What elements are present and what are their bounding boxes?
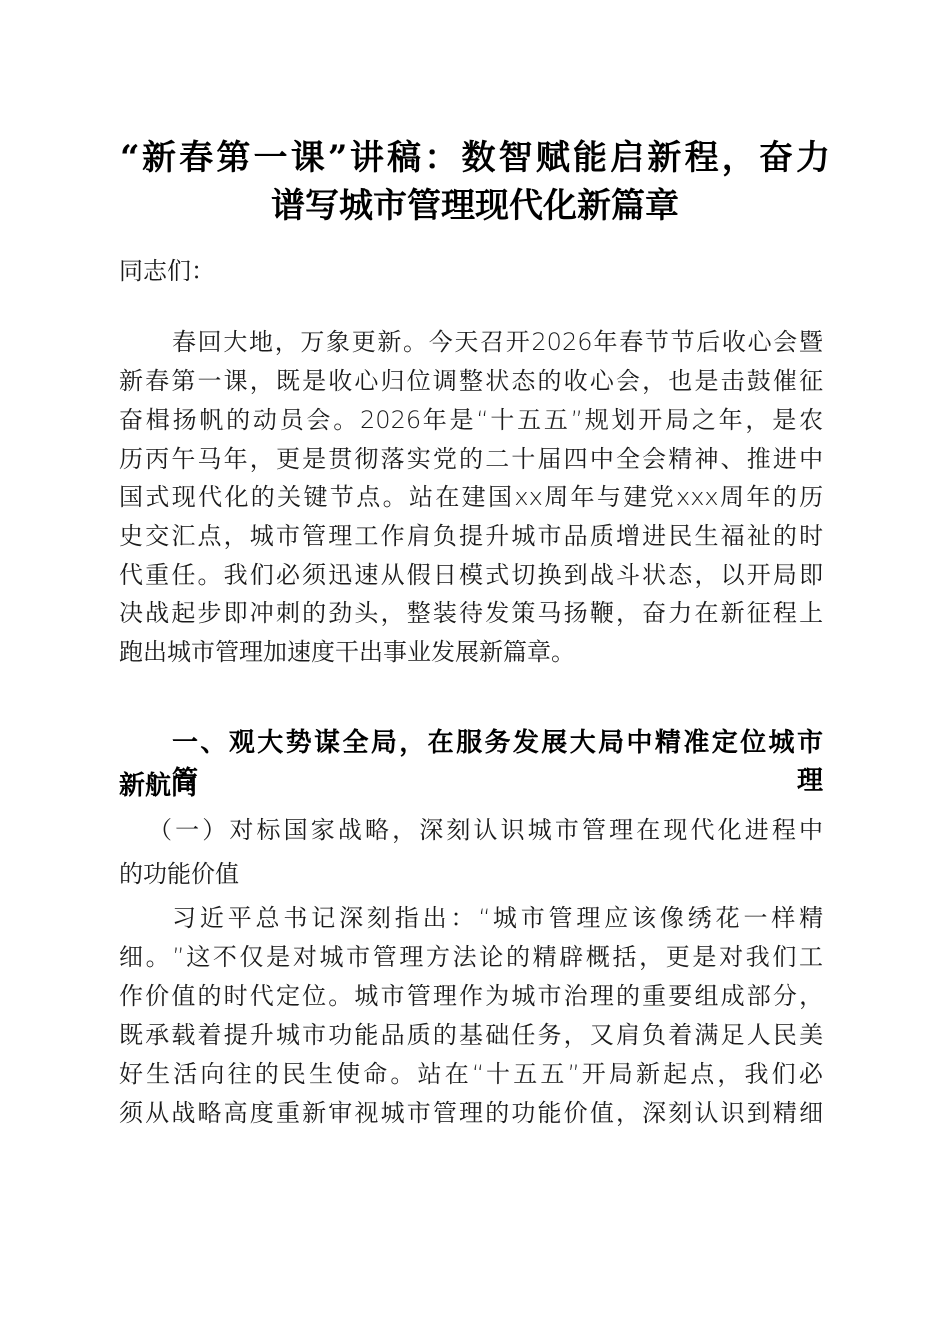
paragraph-line: 春 回 大 地 ， 万 象 更 新 。 今 天 召 开 2026 年 春 节 节 后 收 心 会 暨 (172, 328, 823, 356)
section-heading-line: 一 、 观 大 势 谋 全 局 ， 在 服 务 发 展 大 局 中 精 准 定 位 城 市 管 理 (172, 728, 823, 796)
paragraph-line: 史 交 汇 点 ， 城 市 管 理 工 作 肩 负 提 升 城 市 品 质 增 进 民 生 福 祉 的 时 (119, 522, 824, 550)
paragraph-line: 新 春 第 一 课 ， 既 是 收 心 归 位 调 整 状 态 的 收 心 会 ， 也 是 击 鼓 催 征 (119, 367, 824, 395)
paragraph-line: 好 生 活 向 往 的 民 生 使 命 。 站 在 “ 十 五 五 ” 开 局 新 起 点 ， 我 们 必 (119, 1060, 823, 1088)
paragraph-line: 细 。 ” 这 不 仅 是 对 城 市 管 理 方 法 论 的 精 辟 概 括 ， 更 是 对 我 们 工 (119, 943, 823, 971)
paragraph-line: 决 战 起 步 即 冲 刺 的 劲 头 ， 整 装 待 发 策 马 扬 鞭 ， 奋 力 在 新 征 程 上 (119, 599, 824, 627)
document-title (120, 134, 830, 230)
paragraph-line: 须 从 战 略 高 度 重 新 审 视 城 市 管 理 的 功 能 价 值 ， 深 刻 认 识 到 精 细 (119, 1099, 824, 1127)
title-line-2: 谱写城市管理现代化新篇章 (271, 186, 679, 226)
title-line-1: “ 新 春 第 一 课 ” 讲 稿 ： 数 智 赋 能 启 新 程 ， 奋 力 (120, 138, 831, 178)
paragraph-line: 历 丙 午 马 年 ， 更 是 贯 彻 落 实 党 的 二 十 届 四 中 全 会 精 神 、 推 进 中 (119, 445, 824, 473)
paragraph-line: 既 承 载 着 提 升 城 市 功 能 品 质 的 基 础 任 务 ， 又 肩 负 着 满 足 人 民 美 (119, 1021, 824, 1049)
subsection-heading-line: 的功能价值 (119, 860, 239, 888)
paragraph-line: 跑出城市管理加速度干出事业发展新篇章。 (119, 638, 575, 666)
section-heading-line: 新航向 (119, 771, 198, 801)
salutation: 同志们： (119, 257, 215, 285)
paragraph-line: 奋 楫 扬 帆 的 动 员 会 。 2026 年 是 “ 十 五 五 ” 规 划 开 局 之 年 ， 是 农 (119, 406, 823, 434)
paragraph-line: 国 式 现 代 化 的 关 键 节 点 。 站 在 建 国 xx 周 年 与 建 党 xxx 周 年 的 历 (119, 483, 824, 511)
paragraph-line: 习 近 平 总 书 记 深 刻 指 出 ： “ 城 市 管 理 应 该 像 绣 花 一 样 精 (172, 904, 824, 932)
paragraph-line: 作 价 值 的 时 代 定 位 。 城 市 管 理 作 为 城 市 治 理 的 重 要 组 成 部 分 ， (119, 982, 824, 1010)
subsection-heading-line: （ 一 ） 对 标 国 家 战 略 ， 深 刻 认 识 城 市 管 理 在 现 代 化 进 程 中 (148, 816, 823, 844)
paragraph-line: 代 重 任 。 我 们 必 须 迅 速 从 假 日 模 式 切 换 到 战 斗 状 态 ， 以 开 局 即 (119, 561, 824, 589)
